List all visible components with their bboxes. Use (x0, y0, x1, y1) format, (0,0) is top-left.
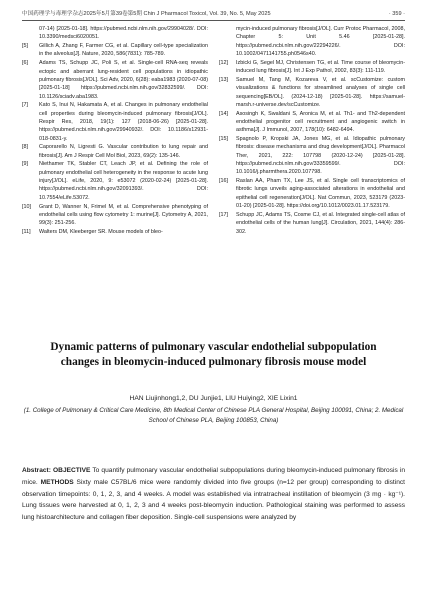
reference-text: Kato S, Inui N, Hakamata A, et al. Changes in pulmonary endothelial cell properties during bleomycin-induced pulmonary fibrosis[J/OL]. Respir Res, 2018, 19(1): 127 (2018-06-26) [2025-01-28]. https://pubmed.ncbi.nlm.nih.gov/29940932/. DOI: 10.1186/s12931-018-0831-y. (39, 102, 208, 142)
reference-item (22, 143, 208, 160)
reference-text: Niethamer TK, Stabler CT, Leach JP, et al. Defining the role of pulmonary endothelial cell heterogeneity in the response to acute lung injury[J/OL]. eLife, 2020, 9: e53072 (2020-02-24) [2025-01-28]. https://pubmed.ncbi.nlm.nih.gov/32091393/. DOI: 10.7554/eLife.53072. (39, 161, 208, 201)
reference-text: Raslan AA, Pham TX, Lee JS, et al. Single cell transcriptomics of fibrotic lungs unveils aging-associated alterations in endothelial and epithelial cell regeneration[J/OL]. Nat Commun, 2023, 523179 (2023-01-20) [2025-01-28]. https://doi.org/10.1012/0023.01.17.523179. (236, 178, 405, 210)
reference-text: Gillich A, Zhang F, Farmer CG, et al. Capillary cell-type specialization in the alveolus[J]. Nature, 2020, 586(7831): 785-789. (39, 43, 208, 58)
reference-text: Grant D, Wanner N, Frimel M, et al. Comprehensive phenotyping of endothelial cells using flow cytometry 1: murine[J]. Cytometry A, 2021, 99(3): 251-256. (39, 203, 208, 227)
reference-item (219, 211, 405, 236)
reference-number: [14] (219, 110, 228, 117)
reference-column-left (22, 25, 208, 237)
reference-text: Adams TS, Schupp JC, Poli S, et al. Single-cell RNA-seq reveals ectopic and aberrant lung-resident cell populations in idiopathic pulmonary fibrosis[J/OL]. Sci Adv, 2020, 6(28): eaba1983 (2020-07-08) [2025-01-18] https://pubmed.ncbi.nlm.nih.gov/32832599/. DOI: 10.1126/sciadv.aba1983. (39, 60, 208, 100)
reference-item (219, 25, 405, 58)
reference-text: 07-14) [2025-01-18]. https://pubmed.ncbi.nlm.nih.gov/29904028/. DOI: 10.3390/medsci6020051. (39, 26, 208, 41)
objective-label: OBJECTIVE (53, 467, 91, 474)
page-number: · 359 · (388, 11, 405, 17)
reference-text: Caporarello N, Ligresti G. Vascular contribution to lung repair and fibrosis[J]. Am J Respir Cell Mol Biol, 2023, 69(2): 135-146. (39, 144, 208, 159)
reference-item (22, 160, 208, 202)
reference-columns (22, 25, 405, 325)
reference-item (22, 203, 208, 228)
reference-text: mycin-induced pulmonary fibrosis[J/OL]. Curr Protoc Pharmacol, 2008, Chapter 5: Unit 5.46 [2025-01-28]. https://pubmed.ncbi.nlm.nih.gov/22294226/. DOI: 10.1002/0471141755.ph0546s40. (236, 26, 405, 58)
reference-text: Spagnolo P, Kropski JA, Jones MG, et al. Idiopathic pulmonary fibrosis: disease mechanisms and drug development[J/OL]. Pharmacol Ther, 2021, 222: 107798 (2020-12-24) [2025-01-28]. https://pubmed.ncbi.nlm.nih.gov/33359599/. DOI: 10.1016/j.pharmthera.2020.107798. (236, 136, 405, 176)
reference-text: Schupp JC, Adams TS, Cosme CJ, et al. Integrated single-cell atlas of endothelial cells of the human lung[J]. Circulation, 2021, 144(4): 286-302. (236, 211, 405, 235)
reference-text: Asosingh K, Swaldani S, Aronica M, et al. Th1- and Th2-dependent endothelial progenitor cell recruitment and angiogenic switch in asthma[J]. J Immunol, 2007, 178(10): 6482-6494. (236, 110, 405, 134)
reference-number: [8] (22, 144, 28, 151)
reference-number: [5] (22, 43, 28, 50)
affiliations: (1. College of Pulmonary & Critical Care Medicine, 8th Medical Center of Chinese PLA General Hospital, Beijing 100091, China; 2. Medical School of Chinese PLA, Beijing 100853, China) (23, 407, 404, 424)
reference-number: [10] (22, 203, 31, 210)
reference-item (219, 135, 405, 177)
reference-item (22, 25, 208, 42)
reference-item (219, 110, 405, 135)
reference-number: [6] (22, 60, 28, 67)
running-header (22, 8, 405, 21)
reference-item (219, 59, 405, 76)
reference-number: [15] (219, 136, 228, 143)
journal-citation: 中国药理学与毒理学杂志2025年5月第39卷第5期 Chin J Pharmacol Toxicol, Vol. 39, No. 5, May 2025 (22, 11, 271, 17)
author-list: HAN Liujinhong1,2, DU Junjie1, LIU Huiying2, XIE Lixin1 (129, 395, 298, 402)
reference-item (219, 177, 405, 210)
reference-text: Samuel M, Tang M, Kozareva V, et al. scCustomize: custom visualizations & functions for streamlined analyses of single cell sequencing[EB/OL]. (2024-12-18) [2025-01-28]. https://samuel-marsh.r-universe.dev/scCustomize. (236, 76, 405, 108)
reference-number: [11] (22, 228, 31, 235)
objective-text: To quantify pulmonary vascular endothelial subpopulations during bleomycin-induced pulmonary fibrosis in mice. (22, 467, 405, 486)
reference-number: [12] (219, 59, 228, 66)
methods-label: METHODS (40, 478, 74, 486)
reference-item (22, 42, 208, 59)
abstract-label: Abstract: (22, 467, 51, 474)
reference-item (22, 59, 208, 101)
reference-item (22, 101, 208, 143)
reference-number: [17] (219, 211, 228, 218)
reference-column-right (219, 25, 405, 236)
reference-number: [7] (22, 102, 28, 109)
reference-item (22, 228, 208, 236)
article-title: Dynamic patterns of pulmonary vascular endothelial subpopulation changes in bleomycin-induced pulmonary fibrosis mouse model (50, 341, 377, 368)
reference-text: Izbicki G, Segel MJ, Christensen TG, et al. Time course of bleomycin-induced lung fibrosis[J]. Int J Exp Pathol, 2002, 83(3): 111-119. (236, 59, 405, 75)
reference-number: [13] (219, 76, 228, 83)
abstract (22, 465, 405, 524)
reference-text: Walters DM, Kleeberger SR. Mouse models of bleo- (39, 228, 163, 235)
reference-number: [16] (219, 178, 228, 185)
methods-text: Sixty male C57BL/6 mice were randomly divided into five groups (n=12 per group) corresponding to distinct observation timepoints: 0, 1, 2, 3, and 4 weeks. A model was established via intratracheal instillation of bleomycin (3 mg · kg⁻¹). Lung tissues were harvested at 0, 1, 2, 3 and 4 weeks post-bleomycin induction. Pathological staining was performed to assess lung histoarchitecture and collagen fiber deposition. Single-cell suspensions were analyzed by (22, 478, 405, 522)
reference-number: [9] (22, 161, 28, 168)
reference-item (219, 76, 405, 109)
